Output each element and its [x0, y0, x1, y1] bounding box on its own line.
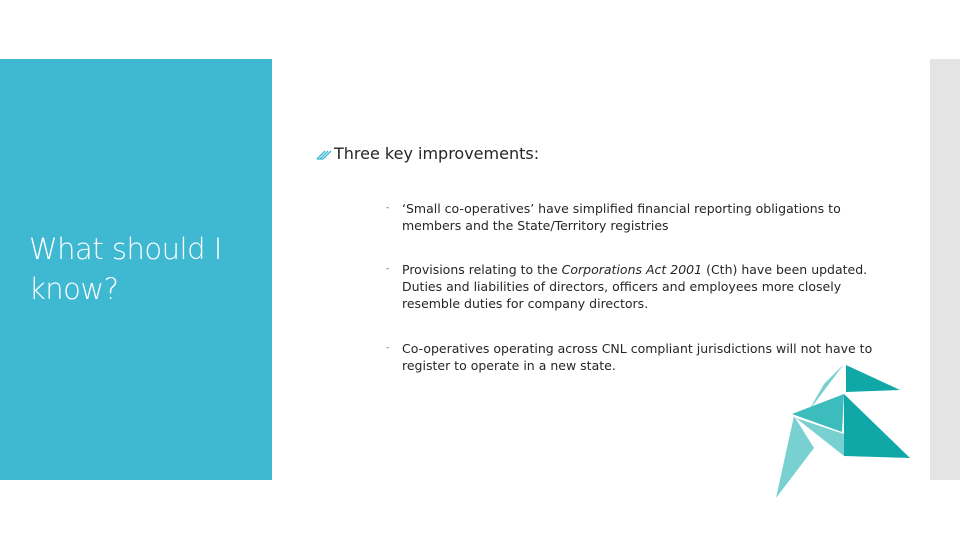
section-heading [316, 142, 539, 164]
list-item [386, 200, 886, 234]
diagonal-lines-icon [316, 146, 332, 160]
bullet-marker: - [386, 343, 390, 353]
improvements-list [386, 200, 886, 374]
logo-shard-top-right [846, 365, 900, 392]
right-edge-bar [930, 59, 960, 480]
item-text: Co-operatives operating across CNL compliant jurisdictions will not have to register to operate in a new state. [402, 341, 873, 373]
slide-title: What should I know? [29, 232, 222, 306]
act-name: Corporations Act 2001 [561, 262, 703, 277]
item-text: Provisions relating to the [402, 262, 562, 277]
item-text-continued: (Cth) have been updated. Duties and liabilities of directors, officers and employees more closely resemble duties for company directors. [402, 262, 868, 311]
section-heading-text: Three key improvements: [334, 143, 540, 163]
logo-tail [776, 416, 814, 498]
bird-logo-icon [770, 362, 920, 502]
bullet-marker: - [386, 203, 390, 213]
bullet-marker: - [386, 264, 390, 274]
list-item [386, 261, 886, 312]
item-text: ‘Small co-operatives’ have simplified financial reporting obligations to members and the State/Territory registries [402, 201, 841, 233]
logo-wing-right [844, 394, 910, 458]
